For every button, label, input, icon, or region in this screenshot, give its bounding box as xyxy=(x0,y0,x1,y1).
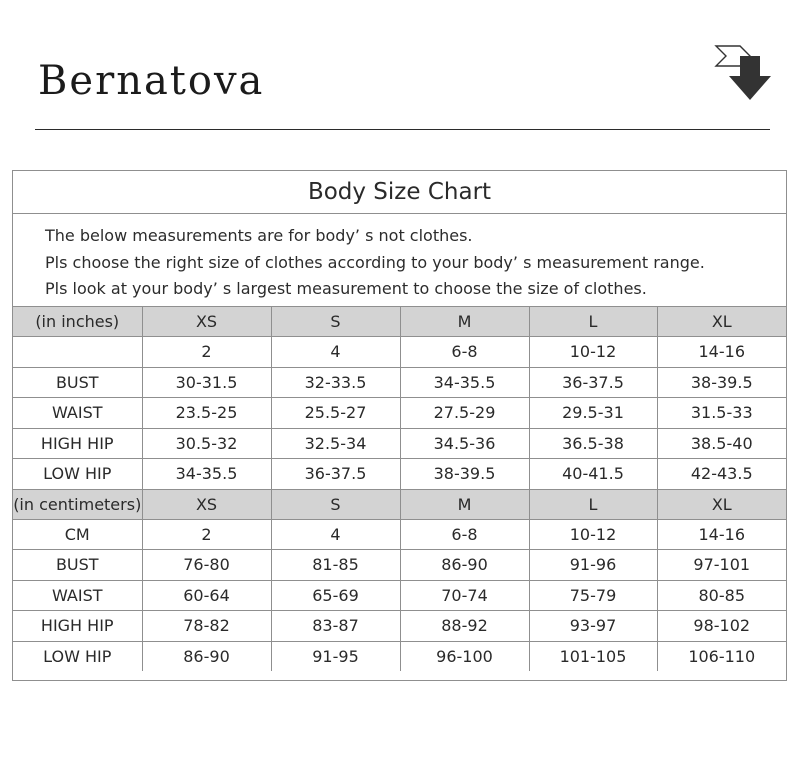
table-row xyxy=(13,550,786,581)
row-label: LOW HIP xyxy=(13,459,142,490)
down-arrow-icon xyxy=(714,42,774,104)
measurement-cell: 80-85 xyxy=(657,580,786,611)
row-label: HIGH HIP xyxy=(13,428,142,459)
size-chart xyxy=(12,170,787,681)
measurement-cell: 38.5-40 xyxy=(657,428,786,459)
measurement-cell: 75-79 xyxy=(529,580,657,611)
measurement-cell: 101-105 xyxy=(529,641,657,671)
table-row xyxy=(13,398,786,429)
measurement-cell: 76-80 xyxy=(142,550,271,581)
measurement-cell: 98-102 xyxy=(657,611,786,642)
measurement-cell: 91-96 xyxy=(529,550,657,581)
measurement-cell: 60-64 xyxy=(142,580,271,611)
measurement-cell: 83-87 xyxy=(271,611,400,642)
measurement-cell: 36-37.5 xyxy=(529,367,657,398)
measurement-cell: 4 xyxy=(271,519,400,550)
measurement-cell: 32.5-34 xyxy=(271,428,400,459)
brand-logo: Bernatova xyxy=(38,58,265,104)
measurement-cell: 36.5-38 xyxy=(529,428,657,459)
table-row xyxy=(13,641,786,671)
chart-title: Body Size Chart xyxy=(13,171,786,214)
measurement-cell: 88-92 xyxy=(400,611,529,642)
row-label: WAIST xyxy=(13,580,142,611)
measurement-cell: 23.5-25 xyxy=(142,398,271,429)
measurement-cell: 27.5-29 xyxy=(400,398,529,429)
note-line: Pls look at your body’ s largest measurement to choose the size of clothes. xyxy=(45,279,647,298)
measurement-cell: 81-85 xyxy=(271,550,400,581)
note-line: The below measurements are for body’ s not clothes. xyxy=(45,226,473,245)
size-header: M xyxy=(400,307,529,337)
size-header: XL xyxy=(657,489,786,519)
row-label xyxy=(13,337,142,368)
measurement-cell: 91-95 xyxy=(271,641,400,671)
chart-notes xyxy=(13,214,786,306)
measurement-cell: 30.5-32 xyxy=(142,428,271,459)
measurement-cell: 14-16 xyxy=(657,337,786,368)
measurement-cell: 4 xyxy=(271,337,400,368)
measurement-cell: 6-8 xyxy=(400,337,529,368)
row-label: BUST xyxy=(13,367,142,398)
size-header: L xyxy=(529,307,657,337)
measurement-cell: 34.5-36 xyxy=(400,428,529,459)
size-header: L xyxy=(529,489,657,519)
measurement-cell: 6-8 xyxy=(400,519,529,550)
measurement-cell: 32-33.5 xyxy=(271,367,400,398)
row-label: LOW HIP xyxy=(13,641,142,671)
size-header: XS xyxy=(142,489,271,519)
measurement-cell: 40-41.5 xyxy=(529,459,657,490)
size-header: S xyxy=(271,489,400,519)
row-label: BUST xyxy=(13,550,142,581)
measurement-cell: 38-39.5 xyxy=(400,459,529,490)
table-row xyxy=(13,367,786,398)
measurement-cell: 34-35.5 xyxy=(142,459,271,490)
table-row xyxy=(13,337,786,368)
measurement-cell: 96-100 xyxy=(400,641,529,671)
row-label: HIGH HIP xyxy=(13,611,142,642)
header-row-inches xyxy=(13,307,786,337)
measurement-cell: 25.5-27 xyxy=(271,398,400,429)
measurement-cell: 10-12 xyxy=(529,519,657,550)
measurement-cell: 42-43.5 xyxy=(657,459,786,490)
row-label: WAIST xyxy=(13,398,142,429)
measurement-cell: 65-69 xyxy=(271,580,400,611)
measurement-cell: 93-97 xyxy=(529,611,657,642)
measurement-cell: 30-31.5 xyxy=(142,367,271,398)
table-row xyxy=(13,428,786,459)
note-line: Pls choose the right size of clothes according to your body’ s measurement range. xyxy=(45,252,705,272)
header-divider xyxy=(35,129,770,130)
measurement-cell: 34-35.5 xyxy=(400,367,529,398)
measurement-cell: 70-74 xyxy=(400,580,529,611)
size-header: XS xyxy=(142,307,271,337)
unit-label: (in centimeters) xyxy=(13,489,142,519)
table-row xyxy=(13,519,786,550)
measurement-cell: 10-12 xyxy=(529,337,657,368)
table-row xyxy=(13,580,786,611)
measurement-cell: 2 xyxy=(142,519,271,550)
measurement-cell: 78-82 xyxy=(142,611,271,642)
measurement-cell: 31.5-33 xyxy=(657,398,786,429)
header-row-centimeters xyxy=(13,489,786,519)
measurement-cell: 106-110 xyxy=(657,641,786,671)
table-row xyxy=(13,459,786,490)
measurement-cell: 14-16 xyxy=(657,519,786,550)
measurement-cell: 38-39.5 xyxy=(657,367,786,398)
table-row xyxy=(13,611,786,642)
size-header: M xyxy=(400,489,529,519)
measurement-cell: 86-90 xyxy=(400,550,529,581)
measurement-cell: 36-37.5 xyxy=(271,459,400,490)
measurement-cell: 29.5-31 xyxy=(529,398,657,429)
measurement-cell: 97-101 xyxy=(657,550,786,581)
unit-label: (in inches) xyxy=(13,307,142,337)
size-header: S xyxy=(271,307,400,337)
measurement-cell: 2 xyxy=(142,337,271,368)
size-header: XL xyxy=(657,307,786,337)
measurement-cell: 86-90 xyxy=(142,641,271,671)
row-label: CM xyxy=(13,519,142,550)
size-table xyxy=(13,306,786,671)
